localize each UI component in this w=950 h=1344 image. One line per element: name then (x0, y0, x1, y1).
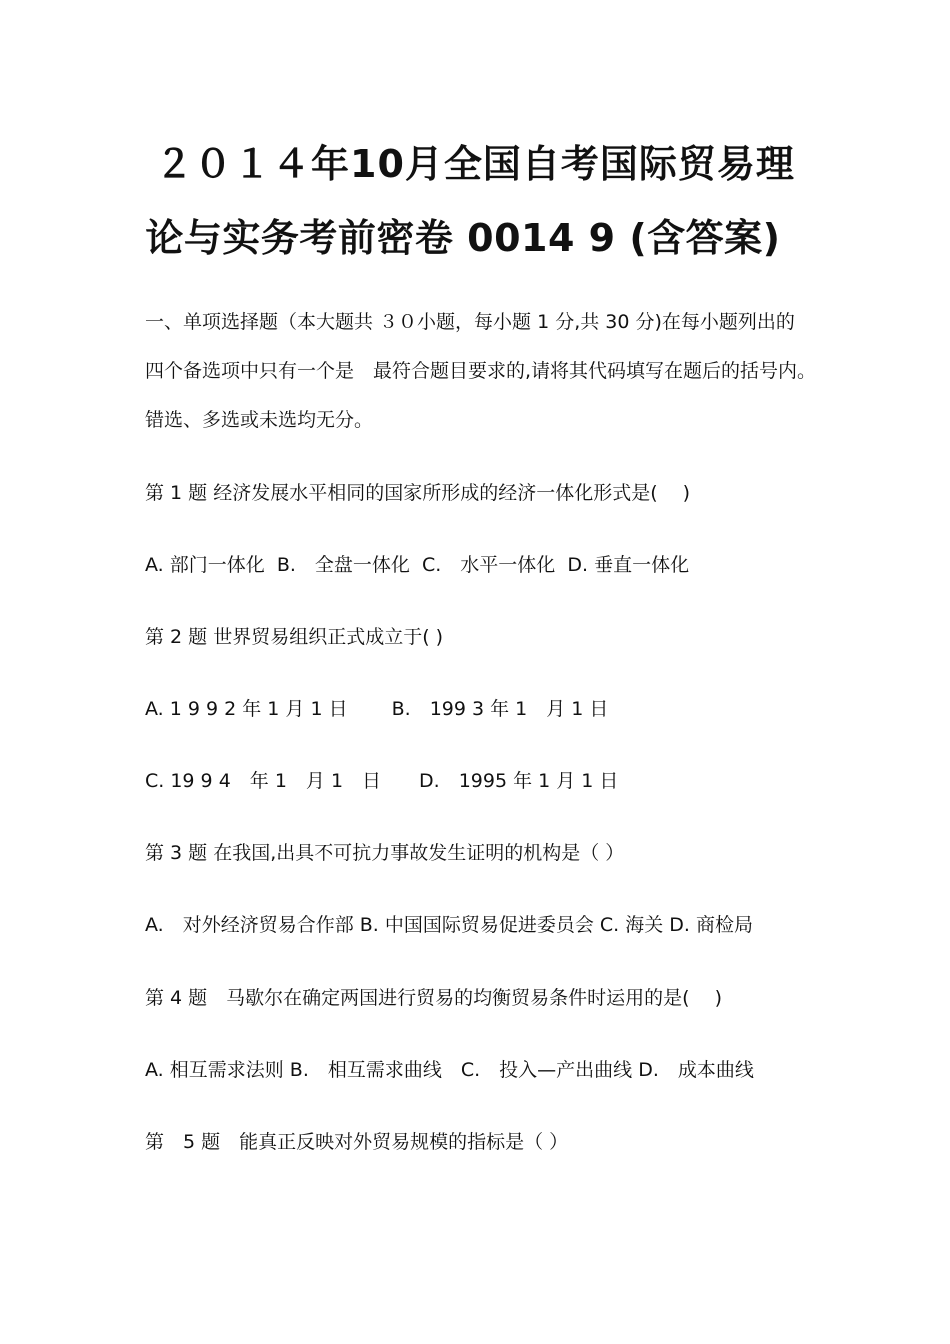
question-2-options-c-d: C. 19 9 4 年 1 月 1 日 D. 1995 年 1 月 1 日 (145, 770, 619, 792)
question-2: 第 2 题 世界贸易组织正式成立于( ) (145, 626, 444, 648)
document-title-line-1: ２０１４年10月全国自考国际贸易理 (155, 142, 795, 186)
section-instructions-line-3: 错选、多选或未选均无分。 (145, 409, 374, 431)
question-2-options-a-b: A. 1 9 9 2 年 1 月 1 日 B. 199 3 年 1 月 1 日 (145, 698, 609, 720)
question-3-options: A. 对外经济贸易合作部 B. 中国国际贸易促进委员会 C. 海关 D. 商检局 (145, 914, 753, 936)
document-title-line-2: 论与实务考前密卷 0014 9 (含答案) (145, 216, 781, 260)
section-instructions-line-1: 一、单项选择题（本大题共 ３０小题，每小题 1 分,共 30 分)在每小题列出的 (145, 311, 795, 333)
question-1-options: A. 部门一体化 B. 全盘一体化 C. 水平一体化 D. 垂直一体化 (145, 554, 690, 576)
question-3: 第 3 题 在我国,出具不可抗力事故发生证明的机构是（ ） (145, 842, 625, 864)
question-5: 第 5 题 能真正反映对外贸易规模的指标是（ ） (145, 1131, 569, 1153)
section-instructions-line-2: 四个备选项中只有一个是 最符合题目要求的,请将其代码填写在题后的括号内。 (145, 360, 817, 382)
question-4-options: A. 相互需求法则 B. 相互需求曲线 C. 投入—产出曲线 D. 成本曲线 (145, 1059, 754, 1081)
question-4: 第 4 题 马歇尔在确定两国进行贸易的均衡贸易条件时运用的是( ) (145, 987, 723, 1009)
question-1: 第 1 题 经济发展水平相同的国家所形成的经济一体化形式是( ) (145, 482, 691, 504)
